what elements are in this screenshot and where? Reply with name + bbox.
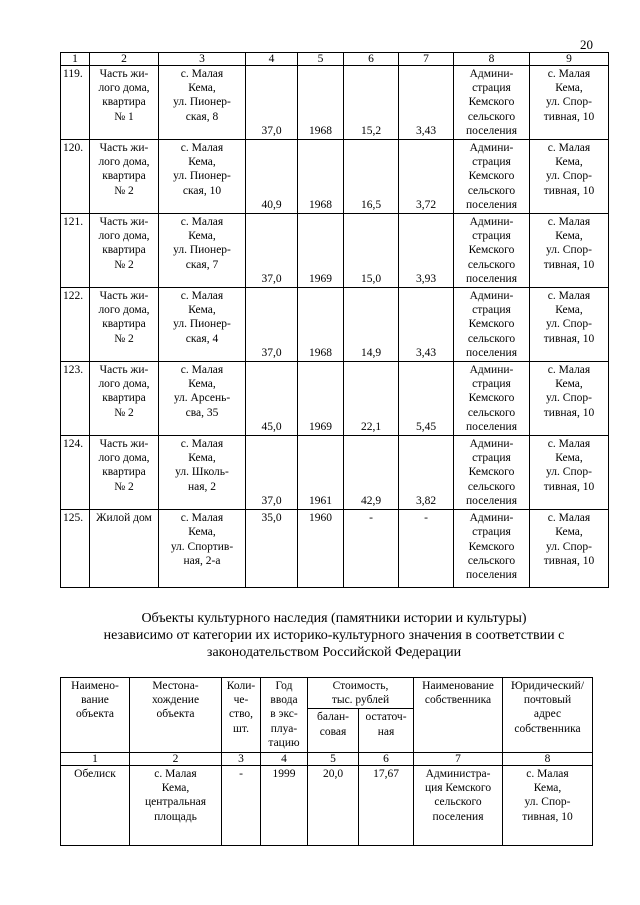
cell-year: 1969: [298, 362, 344, 436]
cell-balance: 22,1: [344, 362, 399, 436]
cell-object-name: Часть жи- лого дома, квартира № 2: [90, 288, 159, 362]
column-number: 8: [454, 53, 530, 66]
cell-area: 35,0: [246, 510, 298, 588]
cell-number: 120.: [61, 140, 90, 214]
cell-balance: 15,2: [344, 66, 399, 140]
header-legal-address: Юридический/ почтовый адрес собственника: [503, 678, 593, 753]
property-table: [60, 52, 609, 588]
header-row: [61, 678, 593, 709]
cell-year: 1968: [298, 288, 344, 362]
cell-owner: Администра- ция Кемского сельского поселения: [414, 766, 503, 846]
cell-address: с. Малая Кема, ул. Спортив- ная, 2-а: [159, 510, 246, 588]
header-location: Местона- хождение объекта: [130, 678, 222, 753]
column-number: 9: [530, 53, 609, 66]
cell-name: Обелиск: [61, 766, 130, 846]
cell-year: 1961: [298, 436, 344, 510]
cell-area: 45,0: [246, 362, 298, 436]
header-count: Коли- че- ство, шт.: [222, 678, 261, 753]
column-number-row: [61, 53, 609, 66]
cell-owner: Админи- страция Кемского сельского поселения: [454, 140, 530, 214]
cell-balance: 15,0: [344, 214, 399, 288]
header-cost: Стоимость, тыс. рублей: [308, 678, 414, 709]
cell-address: с. Малая Кема, ул. Пионер- ская, 4: [159, 288, 246, 362]
cell-area: 37,0: [246, 288, 298, 362]
cell-year: 1968: [298, 66, 344, 140]
cell-balance: 14,9: [344, 288, 399, 362]
column-number-row: [61, 753, 593, 766]
cell-residual: 5,45: [399, 362, 454, 436]
cell-object-name: Часть жи- лого дома, квартира № 2: [90, 362, 159, 436]
table-row: [61, 766, 593, 846]
cell-area: 37,0: [246, 214, 298, 288]
table-row: [61, 140, 609, 214]
cell-residual: 3,72: [399, 140, 454, 214]
column-number: 6: [344, 53, 399, 66]
cell-balance: 42,9: [344, 436, 399, 510]
cell-year: 1999: [261, 766, 308, 846]
cell-owner: Админи- страция Кемского сельского поселения: [454, 436, 530, 510]
cell-year: 1969: [298, 214, 344, 288]
table-row: [61, 66, 609, 140]
cell-number: 125.: [61, 510, 90, 588]
header-year: Год ввода в экс- плуа- тацию: [261, 678, 308, 753]
cell-number: 124.: [61, 436, 90, 510]
cell-object-name: Часть жи- лого дома, квартира № 2: [90, 214, 159, 288]
table-row: [61, 510, 609, 588]
header-residual: остаточ- ная: [359, 709, 414, 753]
cell-legal-address: с. Малая Кема, ул. Спор- тивная, 10: [530, 288, 609, 362]
column-number: 5: [298, 53, 344, 66]
cell-legal-address: с. Малая Кема, ул. Спор- тивная, 10: [503, 766, 593, 846]
cell-address: с. Малая Кема, ул. Арсень- сва, 35: [159, 362, 246, 436]
cell-address: с. Малая Кема, ул. Пионер- ская, 7: [159, 214, 246, 288]
cell-number: 123.: [61, 362, 90, 436]
header-name: Наимено- вание объекта: [61, 678, 130, 753]
cell-legal-address: с. Малая Кема, ул. Спор- тивная, 10: [530, 66, 609, 140]
cell-object-name: Часть жи- лого дома, квартира № 1: [90, 66, 159, 140]
cell-address: с. Малая Кема, ул. Пионер- ская, 8: [159, 66, 246, 140]
cell-legal-address: с. Малая Кема, ул. Спор- тивная, 10: [530, 510, 609, 588]
column-number: 8: [503, 753, 593, 766]
cell-residual: 17,67: [359, 766, 414, 846]
cell-residual: 3,43: [399, 66, 454, 140]
column-number: 7: [414, 753, 503, 766]
column-number: 1: [61, 53, 90, 66]
cell-residual: -: [399, 510, 454, 588]
column-number: 2: [130, 753, 222, 766]
cell-residual: 3,82: [399, 436, 454, 510]
page-number: 20: [580, 37, 593, 52]
column-number: 7: [399, 53, 454, 66]
column-number: 4: [261, 753, 308, 766]
cell-number: 121.: [61, 214, 90, 288]
table-row: [61, 436, 609, 510]
cell-residual: 3,93: [399, 214, 454, 288]
cell-number: 119.: [61, 66, 90, 140]
cell-owner: Админи- страция Кемского сельского поселения: [454, 288, 530, 362]
cell-area: 40,9: [246, 140, 298, 214]
cell-object-name: Часть жи- лого дома, квартира № 2: [90, 140, 159, 214]
cell-address: с. Малая Кема, ул. Пионер- ская, 10: [159, 140, 246, 214]
heritage-table: [60, 677, 593, 846]
cell-legal-address: с. Малая Кема, ул. Спор- тивная, 10: [530, 140, 609, 214]
cell-legal-address: с. Малая Кема, ул. Спор- тивная, 10: [530, 436, 609, 510]
column-number: 2: [90, 53, 159, 66]
cell-balance: 16,5: [344, 140, 399, 214]
section-heading: Объекты культурного наследия (памятники истории и культуры) независимо от категории их историко-культурного значения в соответствии с законодательством Российской Федерации: [103, 611, 565, 660]
cell-owner: Админи- страция Кемского сельского поселения: [454, 362, 530, 436]
cell-owner: Админи- страция Кемского сельского поселения: [454, 214, 530, 288]
cell-legal-address: с. Малая Кема, ул. Спор- тивная, 10: [530, 214, 609, 288]
cell-year: 1968: [298, 140, 344, 214]
header-owner: Наименование собственника: [414, 678, 503, 753]
column-number: 6: [359, 753, 414, 766]
cell-owner: Админи- страция Кемского сельского поселения: [454, 66, 530, 140]
cell-owner: Админи- страция Кемского сельского поселения: [454, 510, 530, 588]
column-number: 5: [308, 753, 359, 766]
cell-location: с. Малая Кема, центральная площадь: [130, 766, 222, 846]
cell-year: 1960: [298, 510, 344, 588]
table-row: [61, 288, 609, 362]
cell-balance: -: [344, 510, 399, 588]
table-row: [61, 362, 609, 436]
cell-area: 37,0: [246, 66, 298, 140]
cell-object-name: Жилой дом: [90, 510, 159, 588]
cell-legal-address: с. Малая Кема, ул. Спор- тивная, 10: [530, 362, 609, 436]
cell-area: 37,0: [246, 436, 298, 510]
cell-number: 122.: [61, 288, 90, 362]
cell-address: с. Малая Кема, ул. Школь- ная, 2: [159, 436, 246, 510]
cell-balance: 20,0: [308, 766, 359, 846]
column-number: 3: [222, 753, 261, 766]
cell-residual: 3,43: [399, 288, 454, 362]
column-number: 4: [246, 53, 298, 66]
column-number: 3: [159, 53, 246, 66]
header-balance: балан- совая: [308, 709, 359, 753]
column-number: 1: [61, 753, 130, 766]
cell-object-name: Часть жи- лого дома, квартира № 2: [90, 436, 159, 510]
table-row: [61, 214, 609, 288]
cell-count: -: [222, 766, 261, 846]
